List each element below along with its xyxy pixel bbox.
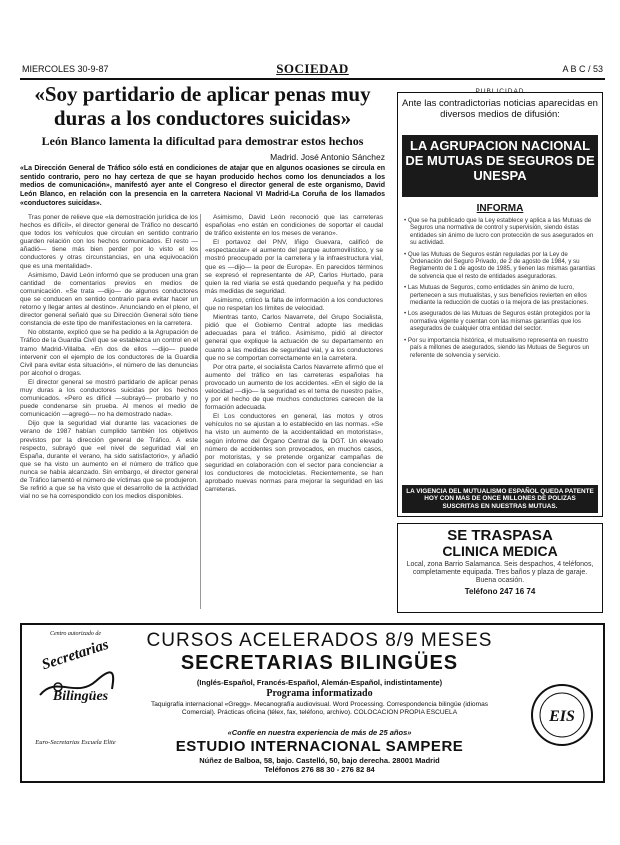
paragraph: Por otra parte, el socialista Carlos Navarrete afirmó que el aumento del tráfico en las carreteras españolas ha provocado un aumento de los accidentes. «En el siglo de la velocidad —dijo— la seguridad es el tema de nuestro país», y por el hecho de que muchos conductores carecen de la formación adecuada.	[205, 363, 383, 412]
list-item: • Que las Mutuas de Seguros están reguladas por la Ley de Ordenación del Seguro Privado, de 2 de agosto de 1984, y su Reglamento de 1 de agosto de 1985, y tienen las mismas garantías de solvencia que el resto de entidades aseguradoras.	[404, 251, 596, 281]
paragraph: Dijo que la seguridad vial durante las vacaciones de verano de 1987 habían cumplido también los objetivos previstos por la dirección general de Tráfico. A este respecto, subrayó que «el nivel de seguridad vial en España, durante el verano, ha sido satisfactorio», y añadió que se ha visto un aumento en el número de tráfico que nunca se había alcanzado. Sin embargo, el director general de Tráfico lamentó el número de víctimas que se produjeron. Se refirió a que se ha visto que el desarrollo de la actividad vial no se ha correspondido con los medios disponibles.	[20, 420, 198, 501]
column-divider	[200, 214, 201, 609]
paragraph: Mientras tanto, Carlos Navarrete, del Grupo Socialista, pidió que el Gobierno Central adopte las medidas adecuadas para el tráfico. Asimismo, pidió al director general que explique la actuación de su departamento en cuanto a las medidas de seguridad vial, y a los conductores que no se comportan correctamente en la carretera.	[205, 314, 383, 362]
mutuas-advertisement	[397, 92, 603, 517]
clinic-ad-title: SE TRASPASA	[447, 527, 553, 544]
mutuas-bottom-banner: LA VIGENCIA DEL MUTUALISMO ESPAÑOL QUEDA PATENTE HOY CON MAS DE ONCE MILLONES DE POLIZAS SUSCRITAS EN NUESTRAS MUTUAS.	[402, 485, 598, 513]
ad-school-name: ESTUDIO INTERNACIONAL SAMPERE	[175, 738, 464, 755]
list-item: • Por su importancia histórica, el mutualismo representa en nuestro país a millones de asegurados, siendo las Mutuas de Seguros un referente de solvencia y servicio.	[404, 337, 596, 359]
advertising-label: PUBLICIDAD	[475, 88, 525, 95]
paragraph: El portavoz del PNV, Iñigo Guevara, calificó de «espectacular» el aumento del parque automovilístico, y se mostró preocupado por la carretera y la infraestructura vial, que es —dijo— la peor de Europa». En parecidos términos se expresó el representante de AP, Carlos Hurtado, para quien la red viaria se está quedando pequeña y ha pedido más medidas de seguridad.	[205, 239, 383, 295]
paragraph: El director general se mostró partidario de aplicar penas muy duras a los conductores suicidas por los hechos comunicados. «Pero es difícil —subrayó— probarlo y no puede condenarse sin prueba. Al menos el medio de comunicación —agregó— no ha demostrado nada».	[20, 378, 198, 419]
ad-headline-secretarias: SECRETARIAS BILINGÜES	[180, 652, 459, 674]
page-header	[20, 61, 605, 80]
article-subhead: León Blanco lamenta la dificultad para demostrar estos hechos	[41, 134, 364, 148]
list-item: • Los asegurados de las Mutuas de Seguros están protegidos por la normativa vigente y cuentan con las mismas garantías que los asegurados de cualquier otra entidad del sector.	[404, 310, 596, 332]
paragraph: Asimismo, David León informó que se producen una gran cantidad de comentarios previos en medios de comunicación. «Se trata —dijo— de algunos conductores que se conducen en sentido contrario para evitar hacer un retorno y llegar antes al destino». Anunciando en el pleno, el director general señaló que su Dirección General sólo tiene constancia de este tipo de manifestaciones en la carretera.	[20, 271, 198, 328]
ad-languages: (Inglés-Español, Francés-Español, Alemán-Español, indistintamente)	[196, 678, 443, 687]
ad-address: Núñez de Balboa, 58, bajo. Castelló, 50, bajo derecha. 28001 Madrid	[199, 756, 440, 765]
paragraph: El Los conductores en general, las motos y otros vehículos no se ajustan a lo establecido en las normas. «Se ha visto un aumento de la accidentalidad en motoristas», según informe del Órgano Central de la DGT. Un elevado número de accidentes son provocados, en muchos casos, por motoristas, y se pretende organizar campañas de seguridad en colaboración con el sector para concienciar a los conductores de motocicletas. Recientemente, se han aprobado nuevas normas para mejorar la seguridad en las carreteras.	[205, 413, 383, 494]
issue-date: MIERCOLES 30-9-87	[22, 64, 109, 74]
lede-paragraph: «La Dirección General de Tráfico sólo está en condiciones de atajar que en algunos ocasiones se circula en sentido contrario, pero no hay certeza de que se hayan producido hechos como los denunciados a los medios de comunicación», manifestó ayer ante el Congreso el director general de este organismo, David León Blanco, en relación con la presencia en la carretera Nacional VI Madrid-La Coruña de los llamados «conductores suicidas».	[20, 165, 385, 207]
page-number: A B C / 53	[562, 64, 603, 74]
ad-address-block	[122, 756, 517, 774]
section-title: SOCIEDAD	[276, 61, 349, 76]
logo-caption: Euro-Secretarias Escuela Elite	[35, 739, 116, 746]
mutuas-title-banner: LA AGRUPACION NACIONAL DE MUTUAS DE SEGUROS DE UNESPA	[402, 135, 598, 197]
mutuas-item-list	[404, 217, 596, 487]
logo-word-secretarias: Secretarias	[39, 636, 111, 674]
ad-headline-courses: CURSOS ACELERADOS 8/9 MESES	[146, 630, 493, 651]
ad-phones: Teléfonos 276 88 30 - 276 82 84	[264, 765, 375, 774]
logo-top-text: Centro autorizado de	[49, 631, 102, 637]
list-item: • Que se ha publicado que la Ley establece y aplica a las Mutuas de Seguros una normativa de control y supervisión, siendo éstas entidades sin ánimo de lucro con protección de sus asegurados en su actividad.	[404, 217, 596, 247]
clinic-ad-body: Local, zona Barrio Salamanca. Seis despachos, 4 teléfonos, completamente equipada. Tres baños y plaza de garaje. Buena ocasión.	[406, 561, 594, 584]
article-lede	[20, 165, 385, 209]
seal-letters: EIS	[549, 708, 575, 725]
paragraph: Asimismo, David León reconoció que las carreteras españolas «no están en condiciones de soportar el caudal de tráfico existente en los meses de verano».	[205, 214, 383, 238]
list-item: • Las Mutuas de Seguros, como entidades sin ánimo de lucro, pertenecen a sus mutualistas, y sus beneficios revierten en ellos mediante la reducción de cuotas o la mejora de las prestaciones.	[404, 284, 596, 306]
article-column-1	[20, 214, 198, 609]
ad-programa: Programa informatizado	[266, 688, 373, 699]
clinic-ad-subtitle: CLINICA MEDICA	[442, 543, 558, 559]
logo-word-bilingues: Bilingües	[52, 689, 109, 704]
mutuas-intro: Ante las contradictorias noticias aparecidas en diversos medios de difusión:	[402, 98, 598, 120]
article-headline: «Soy partidario de aplicar penas muy duras a los conductores suicidas»	[34, 82, 371, 130]
paragraph: No obstante, explicó que se ha pedido a la Agrupación de Tráfico de la Guardia Civil que se establezca un control en el tramo Madrid-Villalba. «En dos de ellos —dijo— puede intervenir con el ejemplo de los conductores de la Guardia Civil para evitar esta situación», el número de las denuncias por alcohol o drogas.	[20, 329, 198, 377]
secretarias-advertisement	[20, 623, 605, 783]
school-seal	[522, 675, 602, 755]
article-byline: Madrid. José Antonio Sánchez	[270, 152, 385, 162]
ad-description: Taquigrafía internacional «Gregg». Mecanografía audiovisual. Word Processing. Correspondencia bilingüe (idiomas Comercial). Prácticas oficina (télex, fax, teléfono, archivo). COLOCACION PROPIA ESCUELA	[150, 701, 489, 716]
paragraph: Tras poner de relieve que «la demostración jurídica de los hechos es difícil», el director general de Tráfico no descartó que todos los vehículos que circulan en sentido contrario guarden relación con los hechos comunicados. El resto —añadió— tiene más bien perder por lo visto el los conductores y otras circunstancias, en una equivocación que es una mentalidad».	[20, 214, 198, 270]
clinic-classified-ad	[397, 523, 603, 613]
secretarias-logo	[28, 631, 123, 779]
clinic-ad-phone: Teléfono 247 16 74	[464, 587, 536, 596]
seal-icon	[522, 675, 602, 755]
ad-experience: «Confíe en nuestra experiencia de más de 25 años»	[227, 728, 412, 737]
article-column-2	[205, 214, 383, 609]
paragraph: Asimismo, criticó la falta de información a los conductores que no respetan los límites de velocidad.	[205, 296, 383, 313]
mutuas-informa: INFORMA	[476, 203, 524, 214]
